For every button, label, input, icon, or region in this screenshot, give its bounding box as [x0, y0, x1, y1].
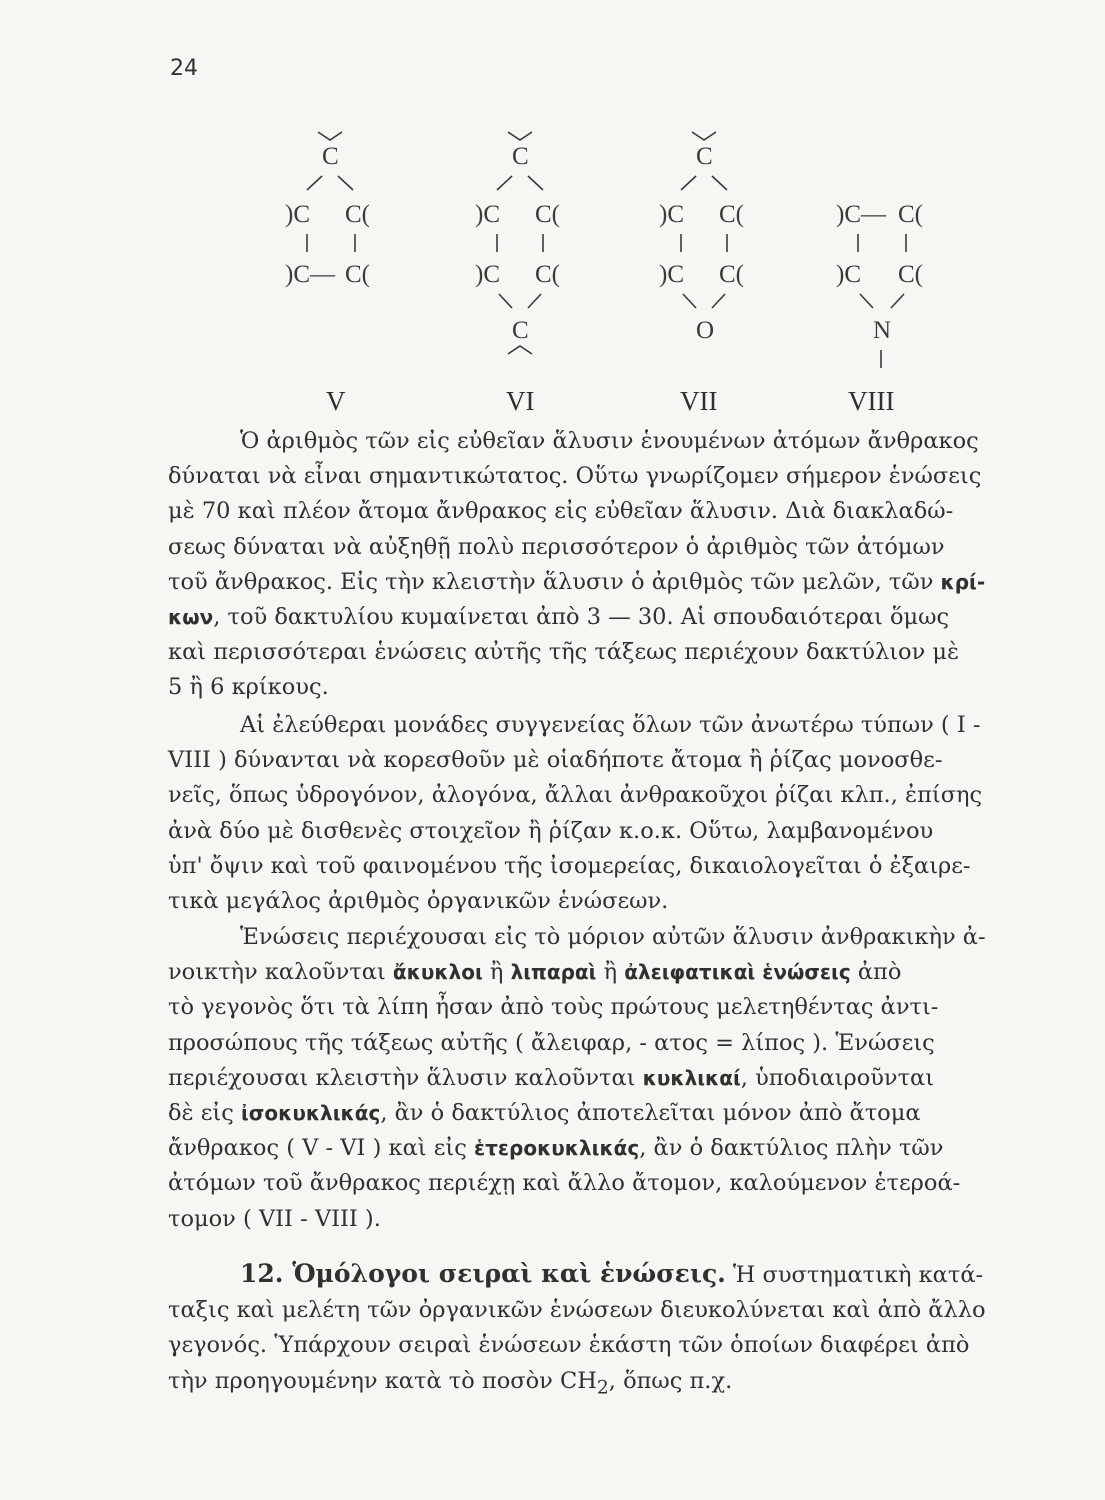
text-span: Ἡ συστηματικὴ κατά- — [725, 1262, 984, 1288]
text-span: , ἂν ὁ δακτύλιος πλὴν τῶν — [639, 1135, 944, 1162]
atom-c-left-dash: )C— — [285, 261, 335, 288]
text-line: νεῖς, ὅπως ὑδρογόνον, ἀλογόνα, ἄλλαι ἀνθρακοῦχοι ῥίζαι κλπ., ἐπίσης — [168, 782, 983, 809]
atom-n: N — [873, 317, 892, 344]
text-span: ἀπὸ — [850, 959, 902, 986]
text-line — [168, 955, 1038, 990]
atom-c-right: C( — [535, 201, 560, 228]
text-span: , ἂν ὁ δακτύλιος ἀποτελεῖται μόνον ἀπὸ ἄτομα — [380, 1100, 921, 1127]
text-line — [168, 1061, 1038, 1096]
structures-svg — [0, 118, 1105, 418]
text-line: μὲ 70 καὶ πλέον ἄτομα ἄνθρακος εἰς εὐθεῖαν ἅλυσιν. Διὰ διακλαδώ- — [168, 498, 954, 525]
atom-c-bottom: C — [512, 317, 529, 344]
atom-o: O — [696, 317, 715, 344]
atom-c-right: C( — [898, 201, 923, 228]
section-heading: 12. Ὁμόλογοι σειραὶ καὶ ἑνώσεις. — [240, 1259, 726, 1288]
text-line: Ἑνώσεις περιέχουσαι εἰς τὸ μόριον αὐτῶν ἅλυσιν ἀνθρακικὴν ἀ- — [240, 924, 986, 950]
text-line: γεγονός. Ὑπάρχουν σειραὶ ἑνώσεων ἑκάστη τῶν ὁποίων διαφέρει ἀπὸ — [168, 1332, 970, 1359]
text-span: δὲ εἰς — [168, 1100, 242, 1127]
atom-c-left: )C — [285, 201, 310, 228]
text-line — [168, 1364, 1038, 1406]
bold-term: κων — [168, 605, 214, 630]
text-line — [168, 600, 1038, 635]
bond — [528, 176, 543, 190]
text-span: , ὑποδιαιροῦνται — [740, 1064, 935, 1091]
text-line: δύναται νὰ εἶναι σημαντικώτατος. Οὕτω γνωρίζομεν σήμερον ἑνώσεις — [168, 463, 982, 490]
text-line: Αἱ ἐλεύθεραι μονάδες συγγενείας ὅλων τῶν ἀνωτέρω τύπων ( I - — [240, 712, 981, 738]
bond — [497, 176, 512, 190]
structure-vii — [659, 132, 744, 416]
text-line: VIII ) δύνανται νὰ κορεσθοῦν μὲ οἱαδήποτε ἄτομα ἢ ῥίζας μονοσθε- — [168, 747, 943, 774]
structure-v — [285, 132, 370, 416]
bond — [712, 294, 725, 308]
bond — [499, 294, 512, 308]
text-span: νοικτὴν καλοῦνται — [168, 959, 393, 986]
label-vii: VII — [680, 386, 718, 416]
atom-c-left: )C — [659, 201, 684, 228]
structure-viii — [836, 201, 923, 416]
bold-term: ἄκυκλοι — [392, 960, 483, 985]
bold-term: ἀλειφατικαὶ ἑνώσεις — [624, 960, 851, 985]
text-span: ἢ — [596, 959, 625, 986]
bond — [307, 176, 322, 190]
text-span: ἄνθρακος ( V - VI ) καὶ εἰς — [168, 1135, 474, 1162]
bond — [692, 132, 716, 140]
bond — [528, 294, 541, 308]
paragraph-homologous-series — [168, 1256, 1038, 1405]
text-line: ταξις καὶ μελέτη τῶν ὀργανικῶν ἑνώσεων διευκολύνεται καὶ ἀπὸ ἄλλο — [168, 1297, 986, 1324]
atom-c-right: C( — [345, 201, 370, 228]
atom-c-left: )C — [475, 201, 500, 228]
bond — [860, 294, 873, 308]
label-vi: VI — [506, 386, 535, 416]
text-line: 5 ἢ 6 κρίκους. — [168, 674, 329, 701]
label-viii: VIII — [848, 386, 895, 416]
bold-term: κυκλικαί — [642, 1065, 741, 1090]
text-line: τὸ γεγονὸς ὅτι τὰ λίπη ἦσαν ἀπὸ τοὺς πρώτους μελετηθέντας ἀντι- — [168, 994, 939, 1021]
bond — [681, 176, 696, 190]
atom-c-right: C( — [898, 261, 923, 288]
structure-vi — [475, 132, 560, 416]
text-line — [168, 1096, 1038, 1131]
atom-c-top: C — [512, 143, 529, 170]
atom-c-left: )C — [659, 261, 684, 288]
text-line: ἀτόμων τοῦ ἄνθρακος περιέχῃ καὶ ἄλλο ἄτομον, καλούμενον ἑτεροά- — [168, 1170, 961, 1197]
text-line — [168, 1256, 1038, 1293]
paragraph-acyclic-cyclic — [168, 920, 1038, 1237]
text-span: περιέχουσαι κλειστὴν ἅλυσιν καλοῦνται — [168, 1064, 643, 1091]
bond — [318, 132, 342, 140]
atom-c-right: C( — [719, 261, 744, 288]
text-span: τὴν προηγουμένην κατὰ τὸ ποσὸν CH — [168, 1367, 597, 1394]
label-v: V — [326, 386, 346, 416]
atom-c-top: C — [322, 143, 339, 170]
text-line: ἀνὰ δύο μὲ δισθενὲς στοιχεῖον ἢ ῥίζαν κ.ο.κ. Οὕτω, λαμβανομένου — [168, 817, 934, 844]
atom-c-left: )C — [475, 261, 500, 288]
page-number: 24 — [170, 56, 198, 81]
paragraph-free-valences — [168, 708, 1038, 919]
text-line — [168, 565, 1038, 600]
bold-term: λιπαραὶ — [510, 960, 597, 985]
text-line: τομον ( VII - VIII ). — [168, 1205, 381, 1232]
text-line: Ὁ ἀριθμὸς τῶν εἰς εὐθεῖαν ἅλυσιν ἑνουμένων ἀτόμων ἄνθρακος — [240, 428, 979, 454]
text-span: , τοῦ δακτυλίου κυμαίνεται ἀπὸ 3 — 30. Αἱ σπουδαιότεραι ὅμως — [213, 604, 950, 631]
atom-c-right: C( — [719, 201, 744, 228]
text-line: προσώπους τῆς τάξεως αὐτῆς ( ἄλειφαρ, - ατος = λίπος ). Ἑνώσεις — [168, 1029, 935, 1056]
atom-c-top: C — [696, 143, 713, 170]
atom-c-right: C( — [535, 261, 560, 288]
subscript: 2 — [596, 1377, 609, 1399]
text-line: καὶ περισσότεραι ἑνώσεις αὐτῆς τῆς τάξεως περιέχουν δακτύλιον μὲ — [168, 639, 960, 666]
bold-term: κρί- — [940, 569, 986, 594]
bond — [508, 346, 532, 354]
bold-term: ἰσοκυκλικάς — [241, 1101, 381, 1126]
text-line: τικὰ μεγάλος ἀριθμὸς ὀργανικῶν ἑνώσεων. — [168, 888, 669, 915]
bold-term: ἑτεροκυκλικάς — [473, 1136, 640, 1161]
text-line: σεως δύναται νὰ αὐξηθῇ πολὺ περισσότερον ὁ ἀριθμὸς τῶν ἀτόμων — [168, 533, 945, 560]
text-span: τοῦ ἄνθρακος. Εἰς τὴν κλειστὴν ἅλυσιν ὁ ἀριθμὸς τῶν μελῶν, τῶν — [168, 568, 934, 595]
chemical-structures-figure — [0, 118, 1105, 418]
bond — [712, 176, 727, 190]
atom-c-left-dash: )C— — [836, 201, 886, 228]
bond — [683, 294, 696, 308]
paragraph-atom-count — [168, 424, 1038, 706]
bond — [508, 132, 532, 140]
text-span: ἢ — [482, 959, 511, 986]
bond — [891, 294, 904, 308]
text-span: , ὅπως π.χ. — [608, 1367, 733, 1394]
bond — [338, 176, 353, 190]
atom-c-left: )C — [836, 261, 861, 288]
atom-c-right: C( — [345, 261, 370, 288]
text-line: ὑπ' ὄψιν καὶ τοῦ φαινομένου τῆς ἰσομερείας, δικαιολογεῖται ὁ ἐξαιρε- — [168, 852, 971, 879]
text-line — [168, 1131, 1038, 1166]
